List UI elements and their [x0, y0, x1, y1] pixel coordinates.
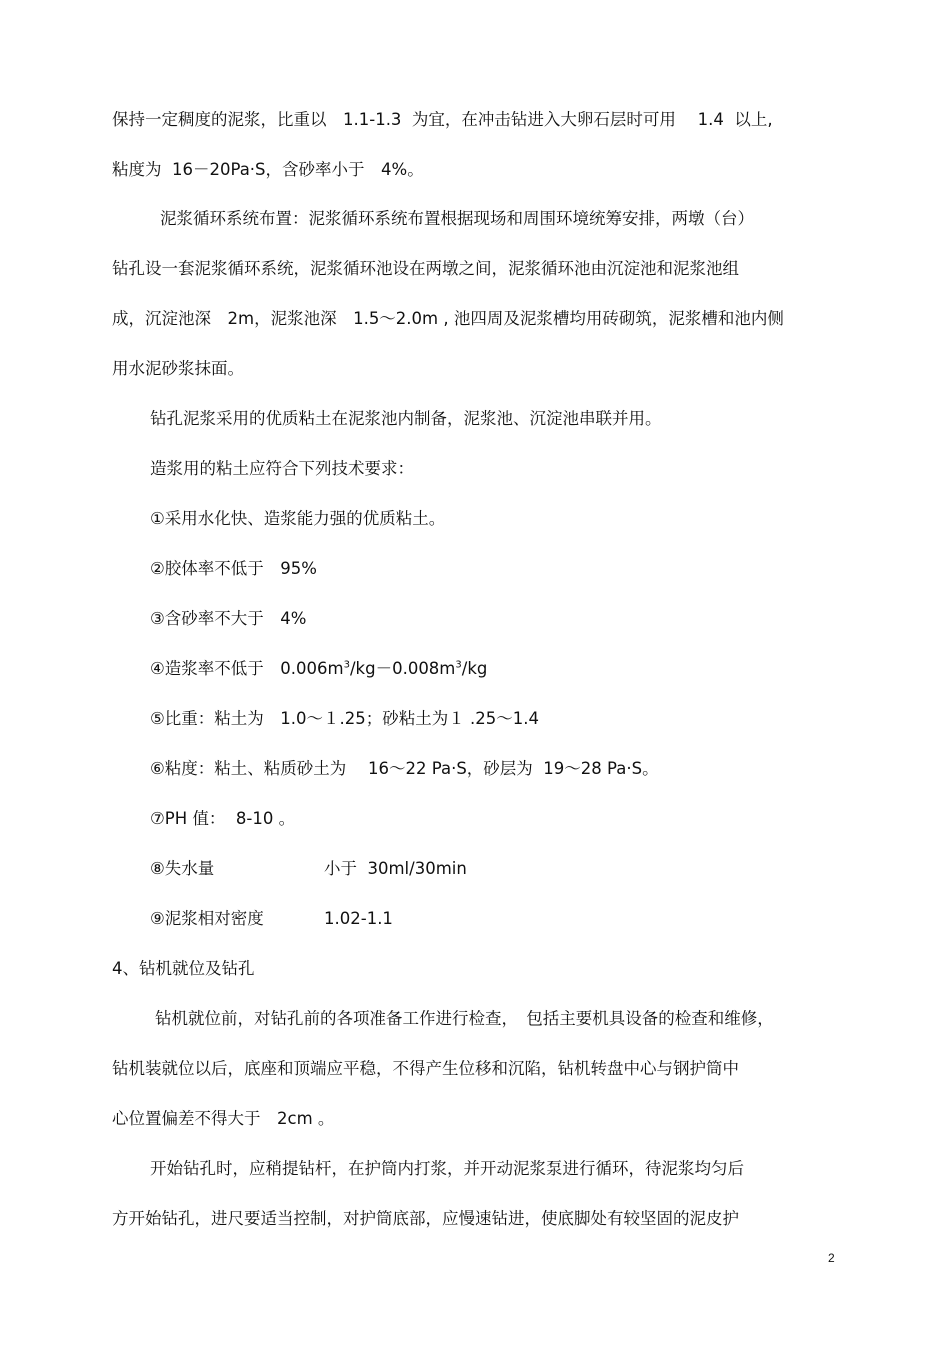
paragraph-line: 用水泥砂浆抹面。 — [112, 359, 244, 378]
paragraph-line: 成，沉淀池深 2m，泥浆池深 1.5～2.0m , 池四周及泥浆槽均用砖砌筑，泥浆槽和池内侧 — [112, 309, 784, 328]
list-item — [150, 858, 214, 880]
paragraph-line: 钻机装就位以后，底座和顶端应平稳，不得产生位移和沉陷，钻机转盘中心与钢护筒中 — [112, 1059, 739, 1078]
list-item: ①采用水化快、造浆能力强的优质粘土。 — [150, 509, 446, 528]
list-item-text: /kg — [461, 659, 488, 678]
paragraph-line: 钻机就位前，对钻孔前的各项准备工作进行检查， 包括主要机具设备的检查和维修， — [155, 1009, 774, 1028]
paragraph-line: 方开始钻孔，进尺要适当控制，对护筒底部，应慢速钻进，使底脚处有较坚固的泥皮护 — [112, 1209, 739, 1228]
paragraph-line: 造浆用的粘土应符合下列技术要求： — [150, 459, 414, 478]
list-item-label: ⑨泥浆相对密度 — [150, 909, 264, 928]
list-item: ③含砂率不大于 4% — [150, 609, 307, 628]
list-item: ⑥粘度：粘土、粘质砂土为 16～22 Pa·S，砂层为 19～28 Pa·S。 — [150, 759, 659, 778]
paragraph-line: 心位置偏差不得大于 2cm 。 — [112, 1109, 335, 1128]
list-item-text: /kg－0.008m — [349, 659, 456, 678]
superscript: 3 — [343, 659, 350, 671]
paragraph-line: 开始钻孔时，应稍提钻杆，在护筒内打浆，并开动泥浆泵进行循环，待泥浆均匀后 — [150, 1159, 744, 1178]
list-item: ②胶体率不低于 95% — [150, 559, 317, 578]
paragraph-line: 泥浆循环系统布置：泥浆循环系统布置根据现场和周围环境统筹安排，两墩（台） — [160, 209, 754, 228]
page-number: 2 — [828, 1251, 835, 1265]
list-item-label: ⑧失水量 — [150, 859, 215, 878]
section-heading: 4、钻机就位及钻孔 — [112, 959, 255, 978]
paragraph-line: 保持一定稠度的泥浆，比重以 1.1-1.3 为宜，在冲击钻进入大卵石层时可用 1.4 以上, — [112, 110, 773, 129]
paragraph-line: 粘度为 16－20Pa·S，含砂率小于 4%。 — [112, 160, 424, 179]
list-item — [150, 658, 487, 680]
list-item-value: 小于 30ml/30min — [324, 859, 467, 878]
list-item-value: 1.02-1.1 — [324, 909, 393, 928]
paragraph-line: 钻孔泥浆采用的优质粘土在泥浆池内制备，泥浆池、沉淀池串联并用。 — [150, 409, 662, 428]
list-item-text: ④造浆率不低于 0.006m — [150, 659, 344, 678]
list-item: ⑤比重：粘土为 1.0～１.25；砂粘土为１ .25～1.4 — [150, 709, 539, 728]
superscript: 3 — [455, 659, 462, 671]
list-item: ⑦PH 值： 8-10 。 — [150, 809, 296, 828]
paragraph-line: 钻孔设一套泥浆循环系统，泥浆循环池设在两墩之间，泥浆循环池由沉淀池和泥浆池组 — [112, 259, 739, 278]
list-item — [150, 908, 264, 930]
